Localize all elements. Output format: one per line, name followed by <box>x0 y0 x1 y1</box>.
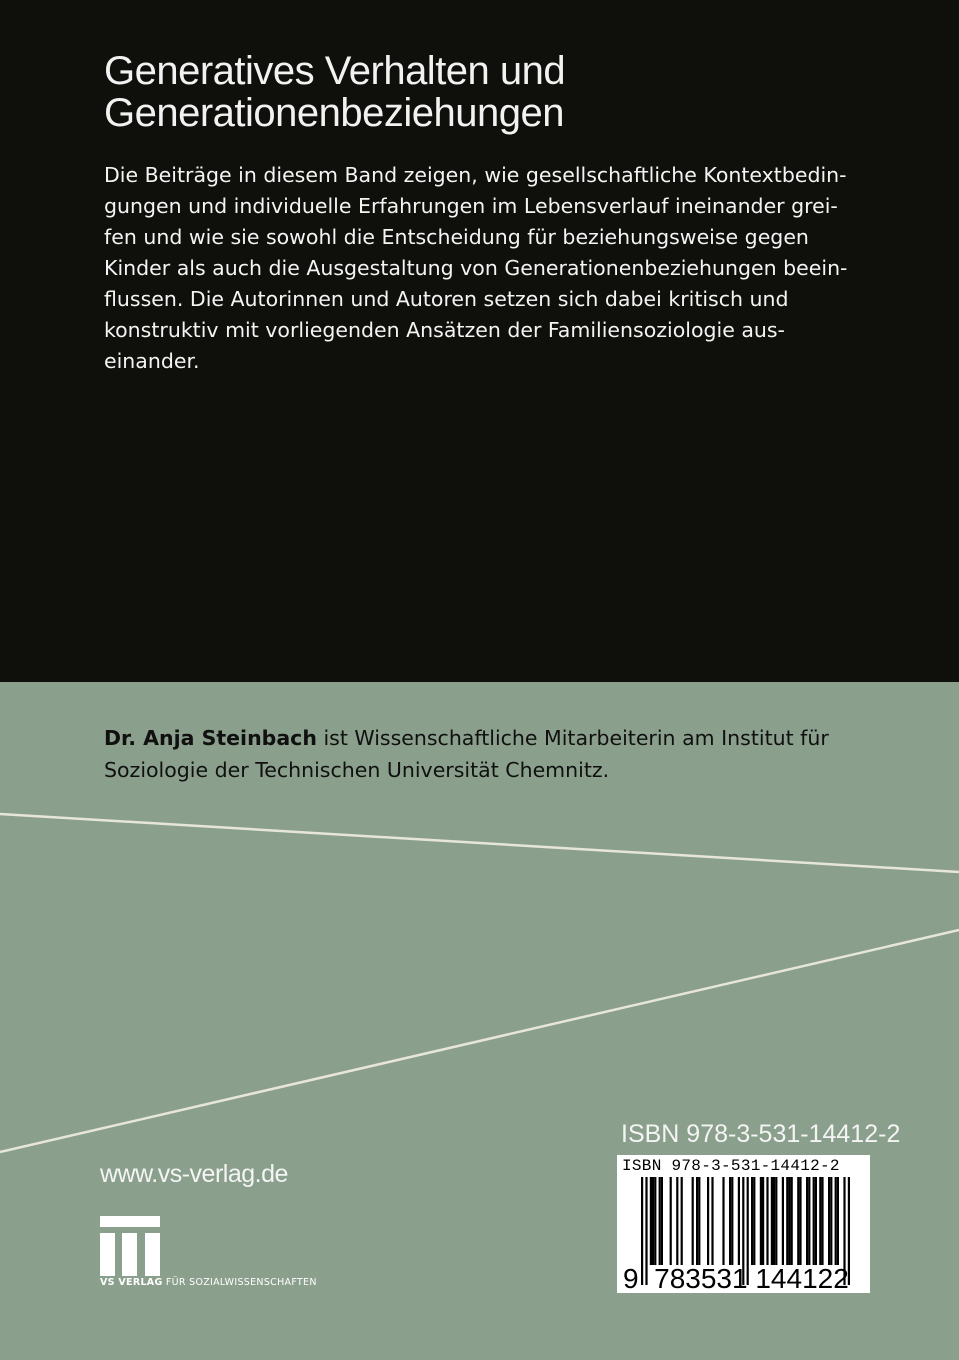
barcode-bar <box>760 1177 762 1265</box>
diagonal-line-1 <box>0 814 959 872</box>
barcode-bar <box>738 1177 740 1265</box>
barcode-bar <box>753 1177 755 1265</box>
title-line: Generatives Verhalten und <box>104 49 566 93</box>
description-line: fen und wie sie sowohl die Entscheidung für beziehungsweise gegen <box>104 225 809 249</box>
description-line: Die Beiträge in diesem Band zeigen, wie gesellschaftliche Kontextbedin- <box>104 163 847 187</box>
author-bio <box>104 722 829 786</box>
barcode-bar <box>698 1177 700 1265</box>
barcode-bar <box>696 1177 698 1265</box>
barcode-bar <box>830 1177 832 1265</box>
barcode-bar <box>773 1177 775 1265</box>
barcode-bar <box>837 1177 839 1265</box>
author-name: Dr. Anja Steinbach <box>104 726 317 750</box>
publisher-logo-text: VS VERLAG FÜR SOZIALWISSENSCHAFTEN <box>100 1277 317 1288</box>
barcode-bar <box>676 1177 678 1265</box>
barcode-bar <box>775 1177 777 1265</box>
barcode-bar <box>771 1177 773 1265</box>
barcode-bar <box>650 1177 652 1265</box>
description-line: konstruktiv mit vorliegenden Ansätzen der Familiensoziologie aus- <box>104 318 785 342</box>
barcode-bar <box>661 1177 663 1265</box>
barcode-bar <box>766 1177 768 1265</box>
barcode-bar <box>782 1177 784 1265</box>
barcode-bar <box>692 1177 694 1265</box>
barcode-bar <box>751 1177 753 1265</box>
barcode-bar <box>797 1177 799 1265</box>
barcode-bar <box>707 1177 709 1265</box>
book-description <box>104 160 847 377</box>
title-line: Generationenbeziehungen <box>104 91 565 135</box>
barcode-bar <box>799 1177 801 1265</box>
barcode-bar <box>815 1177 817 1265</box>
barcode-bar <box>813 1177 815 1265</box>
publisher-url[interactable]: www.vs-verlag.de <box>100 1160 288 1188</box>
barcode-bar <box>788 1177 790 1265</box>
diagonal-line-2 <box>0 930 959 1152</box>
barcode-bar <box>762 1177 764 1265</box>
barcode-bar <box>819 1177 821 1265</box>
barcode-bar <box>806 1177 808 1265</box>
author-bio-text: Soziologie der Technischen Universität Chemnitz. <box>104 758 610 782</box>
barcode-bar <box>729 1177 731 1265</box>
isbn-label: ISBN 978-3-531-14412-2 <box>621 1120 901 1148</box>
barcode-bar <box>652 1177 654 1265</box>
barcode-bar <box>786 1177 788 1265</box>
barcode-bar <box>791 1177 793 1265</box>
barcode-digits: 9 783531 144122 <box>623 1263 849 1294</box>
barcode-bar <box>711 1177 713 1265</box>
description-line: Kinder als auch die Ausgestaltung von Generationenbeziehungen beein- <box>104 256 848 280</box>
barcode-bar <box>835 1177 837 1265</box>
barcode <box>617 1155 870 1293</box>
barcode-bar <box>659 1177 661 1265</box>
barcode-bar <box>808 1177 810 1265</box>
description-line: flussen. Die Autorinnen und Autoren setzen sich dabei kritisch und <box>104 287 789 311</box>
barcode-bar <box>828 1177 830 1265</box>
barcode-bar <box>722 1177 724 1265</box>
barcode-bar <box>670 1177 672 1265</box>
barcode-bar <box>681 1177 683 1265</box>
barcode-isbn: ISBN 978-3-531-14412-2 <box>622 1157 840 1175</box>
book-title <box>104 50 565 134</box>
description-line: einander. <box>104 349 200 373</box>
description-line: gungen und individuelle Erfahrungen im Lebensverlauf ineinander grei- <box>104 194 838 218</box>
barcode-bar <box>821 1177 823 1265</box>
barcode-bar <box>654 1177 656 1265</box>
barcode-bar <box>731 1177 733 1265</box>
author-bio-text: ist Wissenschaftliche Mitarbeiterin am Institut für <box>316 726 829 750</box>
